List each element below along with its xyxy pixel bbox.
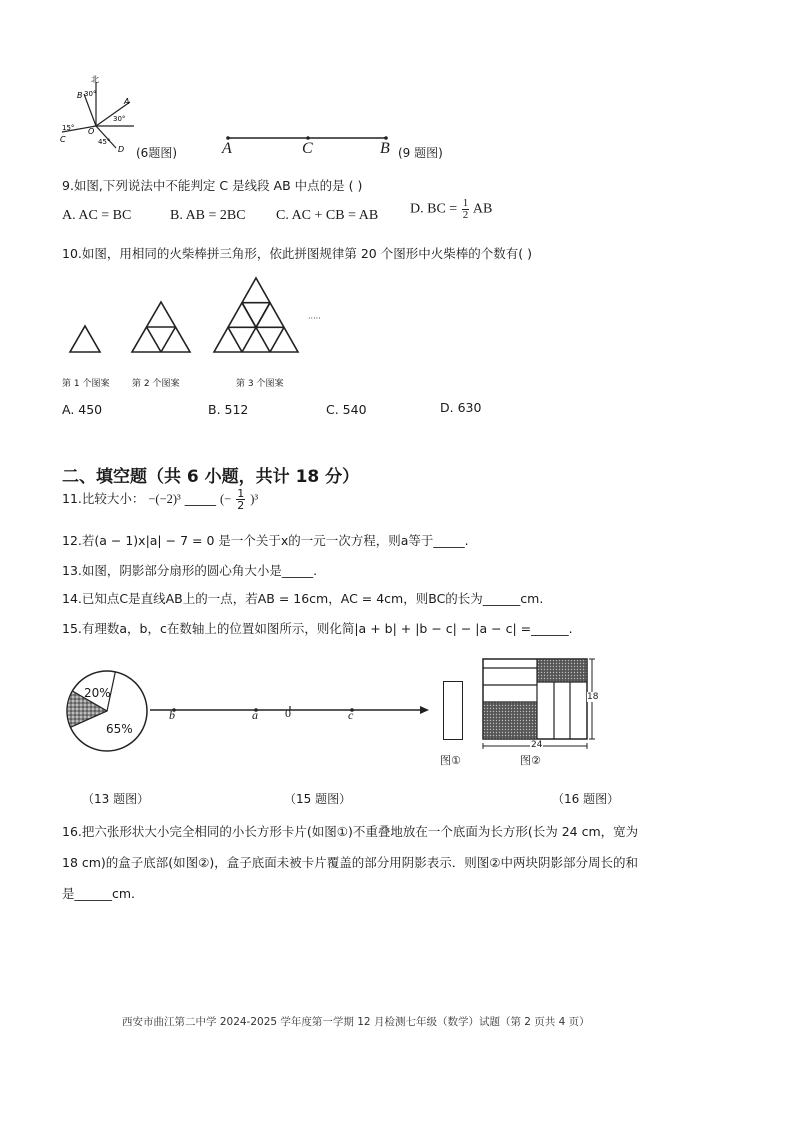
match [270, 327, 284, 352]
q11 [62, 488, 258, 516]
q10-option-c: C. 540 [326, 402, 367, 417]
match [161, 327, 176, 352]
point-c-label: C [302, 140, 313, 157]
section-2-title: 二、填空题（共 6 小题，共计 18 分） [62, 467, 360, 487]
pattern-2 [132, 302, 190, 352]
figure-9-caption: (9 题图) [398, 146, 443, 160]
match [242, 303, 256, 328]
q11-prefix: 11.比较大小： [62, 491, 145, 506]
angle-ao-label: 30° [113, 115, 126, 123]
angle-nob-label: 30° [84, 90, 97, 98]
point-c-label: C [60, 135, 66, 144]
q10-option-d: D. 630 [440, 400, 482, 415]
q13: 13.如图，阴影部分扇形的圆心角大小是_____. [62, 563, 318, 578]
pattern-1-caption: 第 1 个图案 [62, 379, 110, 389]
width-dimension-label: 24 [531, 740, 543, 750]
q16-line-1: 16.把六张形状大小完全相同的小长方形卡片(如图①)不重叠地放在一个底面为长方形(长为 24 cm，宽为 [62, 824, 639, 839]
q14: 14.已知点C是直线AB上的一点，若AB = 16cm，AC = 4cm，则BC的长为______cm. [62, 591, 544, 606]
figure-6-caption: (6题图) [136, 146, 177, 160]
fraction-numerator: 1 [237, 487, 245, 500]
point-b-label: B [77, 91, 83, 100]
q11-left-expr: −(−2)³ [148, 492, 181, 506]
point-b-label: b [169, 708, 175, 722]
figure-16-caption: （16 题图） [552, 792, 620, 806]
q11-blank: _____ [184, 491, 217, 506]
point-a-label: A [124, 97, 130, 106]
triangle-outer [214, 278, 298, 352]
axis-arrow [420, 706, 429, 714]
q9-stem: 9.如图,下列说法中不能判定 C 是线段 AB 中点的是 ( ) [62, 178, 363, 193]
q10-stem: 10.如图，用相同的火柴棒拼三角形，依此拼图规律第 20 个图形中火柴棒的个数有( ) [62, 246, 532, 261]
figure-16-label-2: 图② [520, 754, 541, 767]
fraction-denominator: 2 [237, 499, 245, 512]
point-o-label: O [88, 127, 95, 136]
figure-16-card [443, 681, 463, 740]
q9-option-b: B. AB = 2BC [170, 208, 246, 223]
pattern-3 [214, 278, 298, 352]
q15: 15.有理数a，b，c在数轴上的位置如图所示，则化简|a + b| + |b − c| − |a − c| =______. [62, 621, 573, 636]
q10-option-a: A. 450 [62, 402, 103, 417]
pattern-3-caption: 第 3 个图案 [236, 379, 284, 389]
q16-line-3: 是______cm. [62, 886, 136, 901]
triangle [70, 326, 100, 352]
q9-option-d-fraction [462, 198, 470, 221]
pattern-1 [70, 326, 100, 352]
origin-label: 0 [285, 706, 291, 720]
q9-option-d [410, 198, 492, 221]
figure-15-caption: （15 题图） [284, 792, 352, 806]
point-c-label: c [348, 708, 354, 722]
figure-13 [64, 668, 150, 754]
point-a-label: a [252, 708, 258, 722]
q9-option-c: C. AC + CB = AB [276, 208, 379, 223]
match [147, 327, 162, 352]
figure-16-box [480, 656, 600, 756]
match [228, 327, 242, 352]
q9-option-a: A. AC = BC [62, 208, 132, 223]
figure-16-label-1: 图① [440, 754, 461, 767]
q10-figure [62, 270, 362, 360]
point-d-label: D [118, 145, 125, 154]
shaded-region-bottom [483, 702, 537, 739]
pattern-ellipsis: ····· [308, 314, 321, 323]
pie-chart [64, 668, 150, 754]
north-label: 北 [91, 75, 99, 84]
q11-right-close: )³ [250, 492, 259, 506]
q9-option-d-prefix: D. BC = [410, 201, 458, 217]
pie-label-65: 65% [106, 722, 133, 736]
q9-option-d-suffix: AB [472, 201, 493, 217]
page-footer: 西安市曲江第二中学 2024-2025 学年度第一学期 12 月检测七年级（数学）试题（第 2 页共 4 页） [122, 1016, 590, 1028]
ray-ob [84, 94, 96, 126]
pie-label-20: 20% [84, 686, 111, 700]
figure-6-diagram [58, 74, 140, 156]
fraction-numerator: 1 [462, 197, 469, 209]
shaded-region-top [537, 659, 587, 682]
q11-right-open: (− [220, 492, 232, 506]
figure-9 [218, 128, 398, 160]
q12: 12.若(a − 1)x|a| − 7 = 0 是一个关于x的一元一次方程，则a等于_____. [62, 533, 469, 548]
figure-13-caption: （13 题图） [82, 792, 150, 806]
pattern-2-caption: 第 2 个图案 [132, 379, 180, 389]
height-dimension-label: 18 [587, 692, 599, 702]
q11-fraction [236, 488, 245, 511]
figure-6 [58, 74, 140, 156]
figure-15 [150, 700, 430, 730]
angle-od-label: 45° [98, 138, 111, 146]
q10-option-b: B. 512 [208, 402, 249, 417]
point-b-label: B [380, 140, 390, 157]
match [256, 303, 270, 328]
q16-line-2: 18 cm)的盒子底部(如图②)，盒子底面未被卡片覆盖的部分用阴影表示．则图②中两块阴影部分周长的和 [62, 855, 638, 870]
angle-co-label: 15° [62, 124, 75, 132]
point-a-label: A [222, 140, 232, 157]
fraction-denominator: 2 [462, 209, 469, 221]
